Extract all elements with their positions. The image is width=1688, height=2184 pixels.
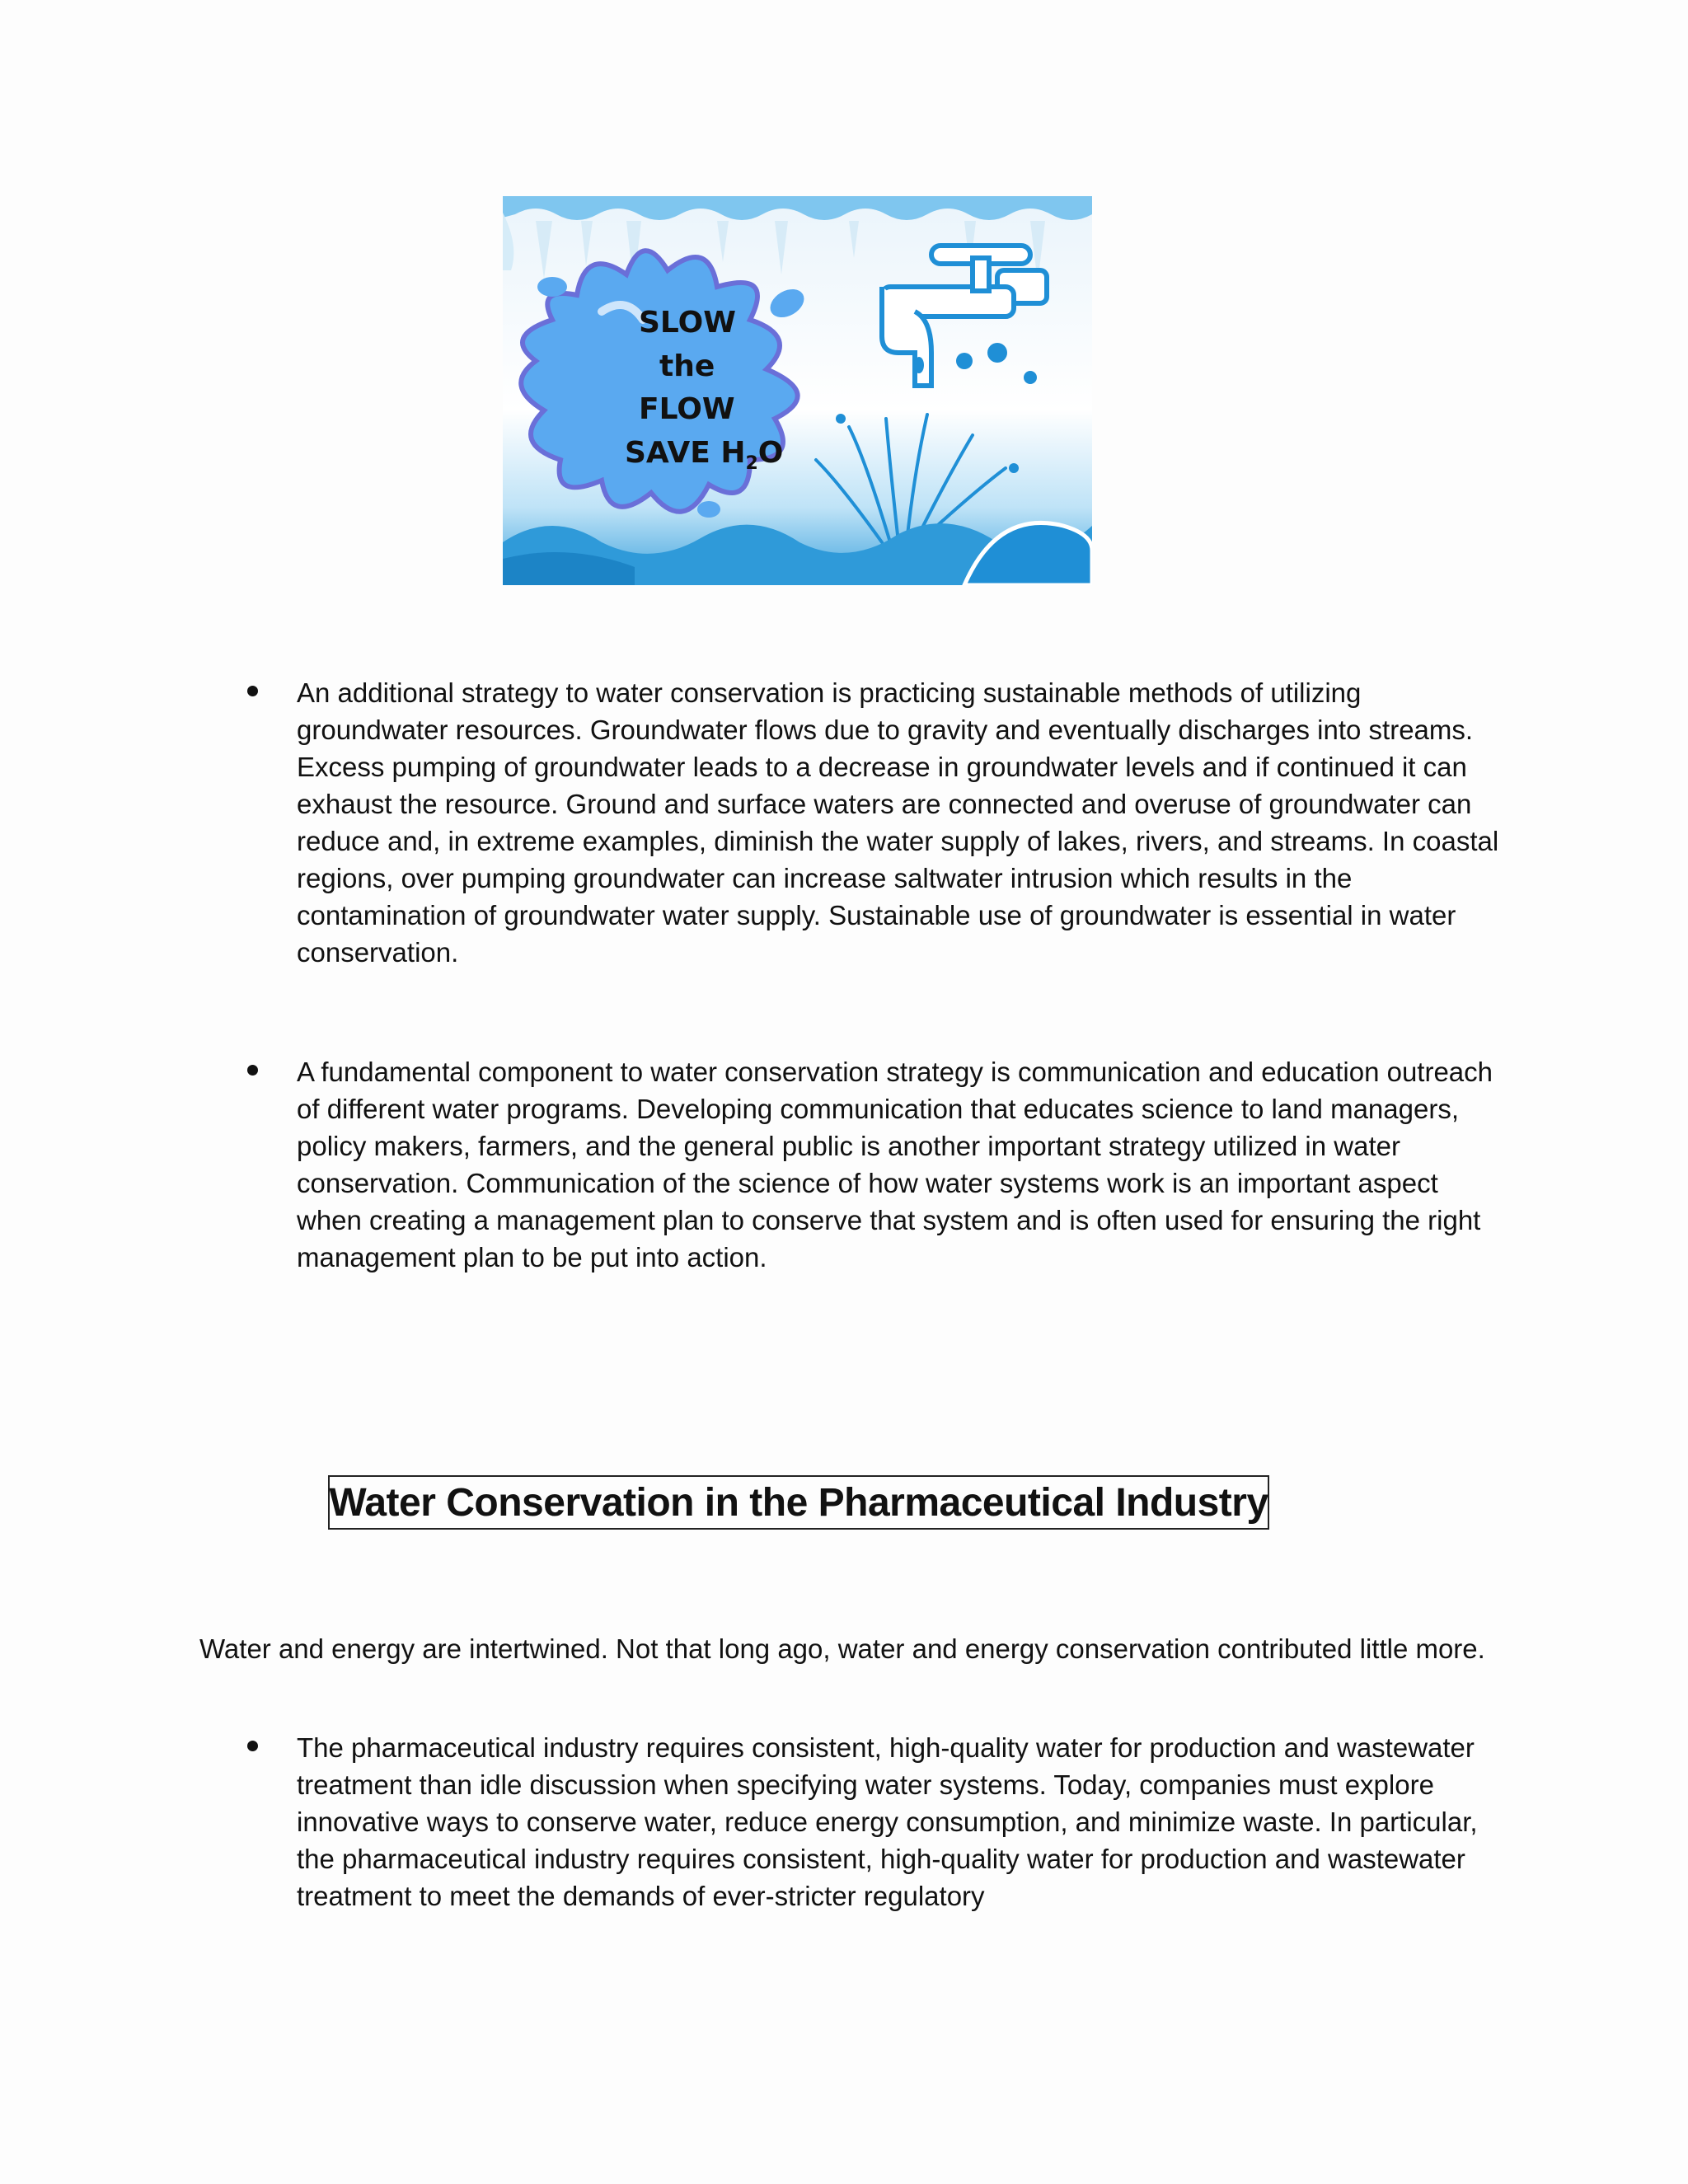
bullet-paragraph-pharma: The pharmaceutical industry requires consistent, high-quality water for production and wastewater treatment than idle discussion when specifying water systems. Today, companies must explore innovative ways to conserve water, reduce energy consumption, and minimize waste. In particular, the pharmaceutical industry requires consistent, high-quality water for production and wastewater treatment to meet the demands of ever-stricter regulatory bbox=[297, 1732, 1478, 1911]
bullet-marker bbox=[247, 686, 258, 696]
poster-line-flow: FLOW bbox=[639, 392, 735, 426]
bullet-marker bbox=[247, 1741, 258, 1751]
section-heading-box bbox=[328, 1475, 1269, 1530]
poster-line-save: SAVE $H_2O$ bbox=[625, 436, 784, 474]
poster-line-the: the bbox=[659, 349, 715, 383]
section-heading: Water Conservation in the Pharmaceutical Industry bbox=[329, 1480, 1268, 1525]
poster-line-slow: SLOW bbox=[639, 306, 736, 340]
bullet-marker bbox=[247, 1065, 258, 1076]
bullet-paragraph-groundwater: An additional strategy to water conservation is practicing sustainable methods of utilizing groundwater resources. Groundwater flows due to gravity and eventually discharges into streams. Excess pumping of groundwater leads to a decrease in groundwater levels and if continued it can exhaust the resource. Ground and surface waters are connected and overuse of groundwater can reduce and, in extreme examples, diminish the water supply of lakes, rivers, and streams. In coastal regions, over pumping groundwater can increase saltwater intrusion which results in the contamination of groundwater water supply. Sustainable use of groundwater is essential in water conservation. bbox=[297, 677, 1499, 968]
intro-paragraph: Water and energy are intertwined. Not that long ago, water and energy conservation contributed little more. bbox=[199, 1633, 1485, 1664]
bullet-paragraph-communication: A fundamental component to water conservation strategy is communication and education outreach of different water programs. Developing communication that educates science to land managers, policy makers, farmers, and the general public is another important strategy utilized in water conservation. Communication of the science of how water systems work is an important aspect when creating a management plan to conserve that system and is often used for ensuring the right management plan to be put into action. bbox=[297, 1057, 1493, 1272]
slow-the-flow-poster bbox=[503, 196, 1092, 585]
